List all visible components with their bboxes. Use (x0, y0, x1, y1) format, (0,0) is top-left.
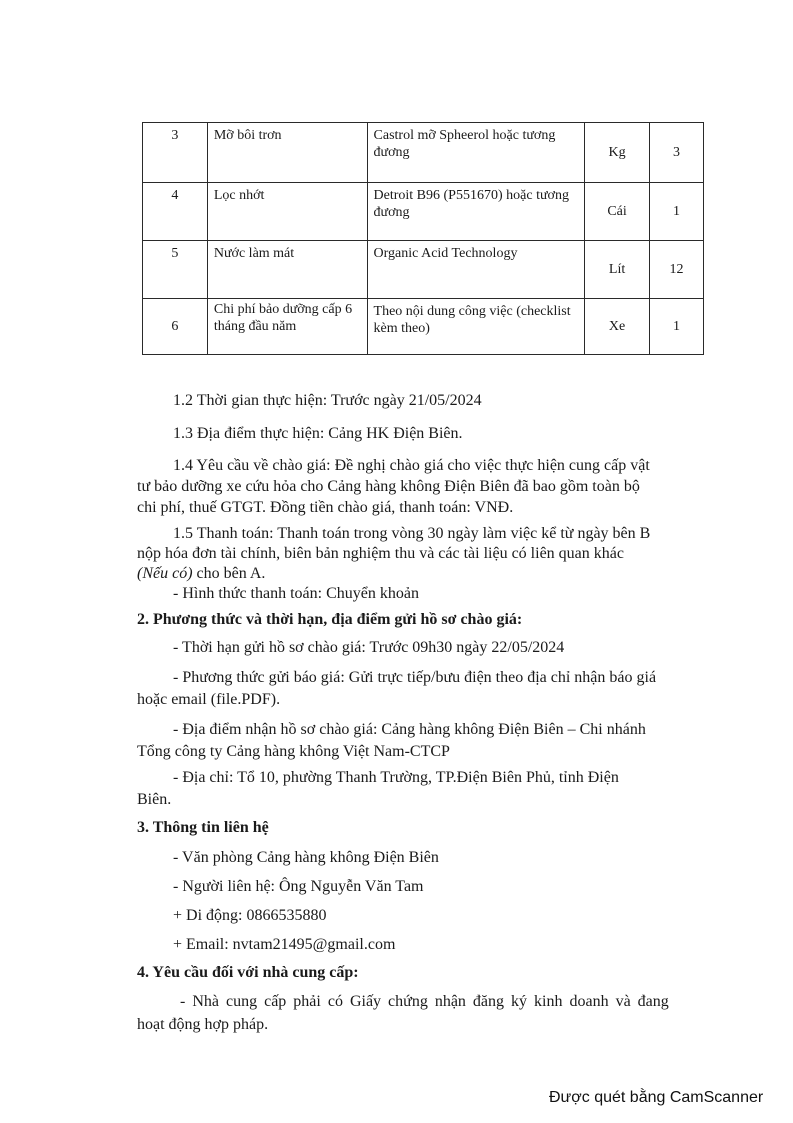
submission-place-line2: Tổng công ty Cảng hàng không Việt Nam-CTCP (137, 743, 450, 760)
item-unit: Xe (585, 299, 650, 355)
address-line1: - Địa chỉ: Tổ 10, phường Thanh Trường, TP.Điện Biên Phủ, tỉnh Điện (173, 769, 619, 786)
submission-deadline: - Thời hạn gửi hồ sơ chào giá: Trước 09h30 ngày 22/05/2024 (173, 639, 565, 656)
section-2-heading: 2. Phương thức và thời hạn, địa điểm gửi hồ sơ chào giá: (137, 611, 523, 628)
supplier-requirement-line2: hoạt động hợp pháp. (137, 1016, 269, 1033)
item-spec: Theo nội dung công việc (checklist kèm theo) (367, 299, 585, 355)
supplies-table (142, 122, 704, 355)
if-any-note: (Nếu có) (137, 565, 193, 582)
row-number: 6 (143, 299, 208, 355)
row-number: 4 (143, 183, 208, 241)
section-3-heading: 3. Thông tin liên hệ (137, 819, 269, 836)
item-spec: Detroit B96 (P551670) hoặc tương đương (367, 183, 585, 241)
table-row (143, 183, 704, 241)
table-row (143, 241, 704, 299)
item-quantity: 12 (650, 241, 704, 299)
table-row (143, 123, 704, 183)
submission-method-line1: - Phương thức gửi báo giá: Gửi trực tiếp/bưu điện theo địa chỉ nhận báo giá (173, 669, 657, 686)
item-unit: Cái (585, 183, 650, 241)
payment-terms-line2: nộp hóa đơn tài chính, biên bản nghiệm thu và các tài liệu có liên quan khác (137, 545, 624, 562)
section-4-heading: 4. Yêu cầu đối với nhà cung cấp: (137, 964, 359, 981)
row-number: 5 (143, 241, 208, 299)
item-quantity: 3 (650, 123, 704, 183)
payment-terms-line1: 1.5 Thanh toán: Thanh toán trong vòng 30 ngày làm việc kể từ ngày bên B (173, 525, 651, 542)
address-line2: Biên. (137, 791, 172, 808)
execution-location: 1.3 Địa điểm thực hiện: Cảng HK Điện Biên. (173, 425, 463, 442)
camscanner-watermark: Được quét bằng CamScanner (549, 1089, 764, 1106)
item-name: Mỡ bôi trơn (207, 123, 367, 183)
contact-office: - Văn phòng Cảng hàng không Điện Biên (173, 849, 439, 866)
item-unit: Kg (585, 123, 650, 183)
execution-time: 1.2 Thời gian thực hiện: Trước ngày 21/05/2024 (173, 392, 482, 409)
quote-requirements-line3: chi phí, thuế GTGT. Đồng tiền chào giá, thanh toán: VNĐ. (137, 499, 514, 516)
item-spec: Castrol mỡ Spheerol hoặc tương đương (367, 123, 585, 183)
contact-email: + Email: nvtam21495@gmail.com (173, 936, 396, 953)
item-name: Lọc nhớt (207, 183, 367, 241)
contact-mobile: + Di động: 0866535880 (173, 907, 327, 924)
quote-requirements-line2: tư bảo dưỡng xe cứu hỏa cho Cảng hàng không Điện Biên đã bao gồm toàn bộ (137, 478, 640, 495)
item-quantity: 1 (650, 299, 704, 355)
item-name: Chi phí bảo dưỡng cấp 6 tháng đầu năm (207, 299, 367, 355)
payment-terms-line3 (137, 564, 265, 584)
contact-person: - Người liên hệ: Ông Nguyễn Văn Tam (173, 878, 424, 895)
item-name: Nước làm mát (207, 241, 367, 299)
submission-method-line2: hoặc email (file.PDF). (137, 691, 281, 708)
submission-place-line1: - Địa điểm nhận hồ sơ chào giá: Cảng hàng không Điện Biên – Chi nhánh (173, 721, 646, 738)
row-number: 3 (143, 123, 208, 183)
item-quantity: 1 (650, 183, 704, 241)
quote-requirements-line1: 1.4 Yêu cầu về chào giá: Đề nghị chào giá cho việc thực hiện cung cấp vật (173, 457, 650, 474)
table-row (143, 299, 704, 355)
supplier-requirement-line1: - Nhà cung cấp phải có Giấy chứng nhận đăng ký kinh doanh và đang (180, 993, 669, 1010)
item-unit: Lít (585, 241, 650, 299)
payment-terms-line3-rest: cho bên A. (192, 565, 266, 582)
item-spec: Organic Acid Technology (367, 241, 585, 299)
payment-method: - Hình thức thanh toán: Chuyển khoản (173, 585, 419, 602)
